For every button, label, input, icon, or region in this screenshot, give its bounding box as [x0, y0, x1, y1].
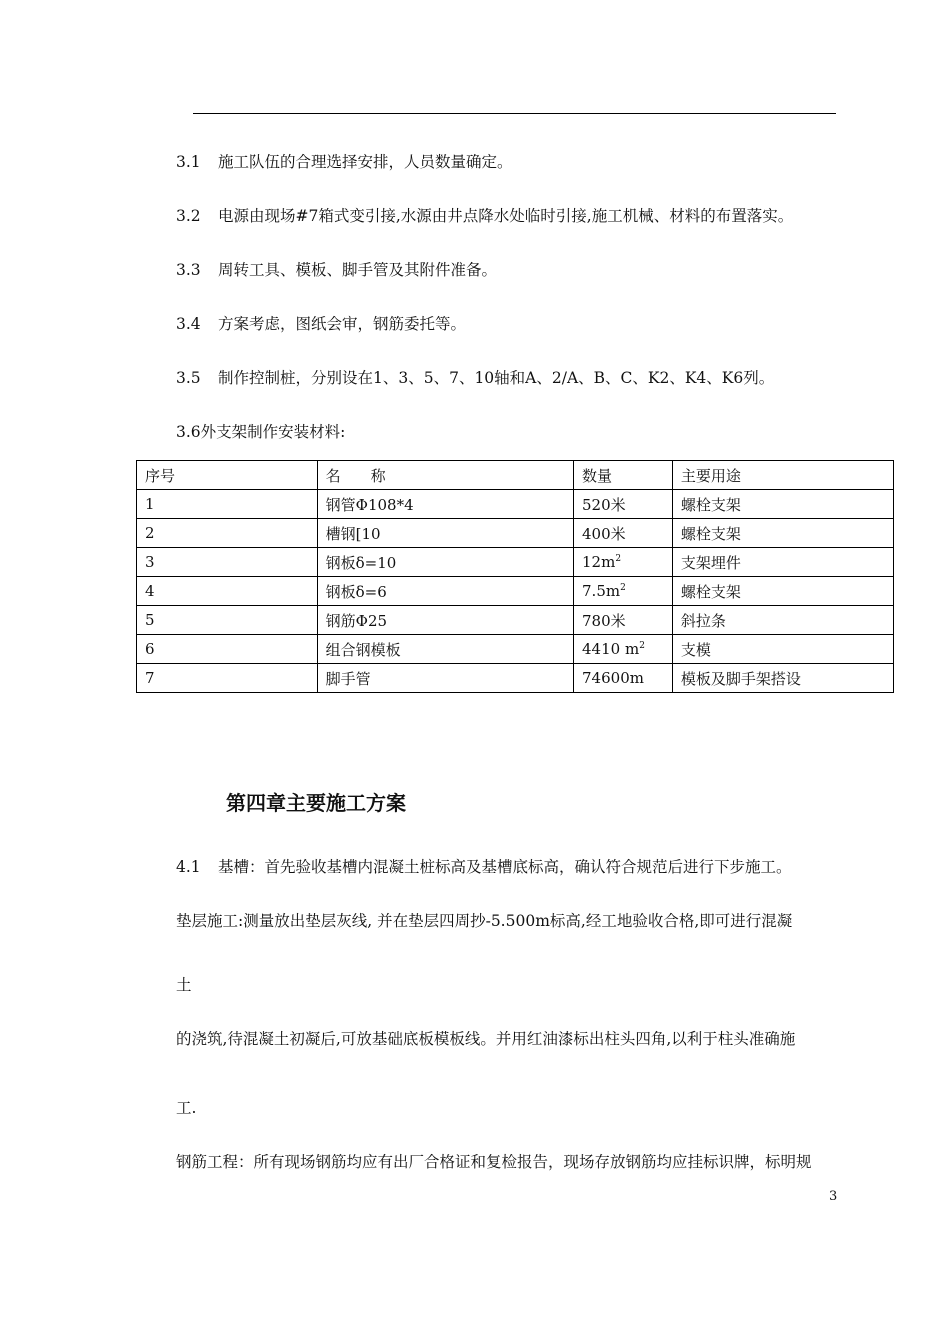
cell-use: 螺栓支架 [672, 577, 893, 606]
cushion-line-2: 土 [176, 976, 192, 994]
item-number: 3.2 [176, 207, 201, 225]
cell-qty [574, 606, 673, 635]
cell-use: 模板及脚手架搭设 [672, 664, 893, 693]
item-number: 3.4 [176, 315, 201, 333]
qty-value: 7.5m [582, 582, 621, 600]
qty-value: 74600m [582, 669, 644, 687]
qty-exponent: 2 [620, 583, 626, 593]
cell-qty [574, 577, 673, 606]
item-text: 基槽：首先验收基槽内混凝土桩标高及基槽底标高，确认符合规范后进行下步施工。 [218, 858, 792, 876]
cell-qty [574, 519, 673, 548]
cell-no: 4 [137, 577, 318, 606]
cell-use: 斜拉条 [672, 606, 893, 635]
cell-qty [574, 490, 673, 519]
qty-value: 400米 [582, 524, 626, 543]
cell-qty [574, 548, 673, 577]
header-rule [193, 113, 836, 114]
cell-qty [574, 664, 673, 693]
cell-name: 脚手管 [317, 664, 573, 693]
cell-no: 1 [137, 490, 318, 519]
materials-table [136, 460, 894, 693]
cell-use: 支架埋件 [672, 548, 893, 577]
cell-no: 3 [137, 548, 318, 577]
header-cell: 数量 [574, 461, 673, 490]
qty-value: 520米 [582, 495, 626, 514]
table-row [137, 548, 894, 577]
cell-no: 6 [137, 635, 318, 664]
item-3-2 [176, 206, 793, 226]
item-number: 3.3 [176, 261, 201, 279]
page-number: 3 [829, 1189, 838, 1204]
table-row [137, 606, 894, 635]
cell-name: 钢板δ=6 [317, 577, 573, 606]
cushion-line-4: 工. [176, 1099, 197, 1117]
rebar-line-1: 钢筋工程：所有现场钢筋均应有出厂合格证和复检报告，现场存放钢筋均应挂标识牌，标明规 [176, 1153, 812, 1171]
cell-no: 5 [137, 606, 318, 635]
table-row [137, 519, 894, 548]
cell-use: 螺栓支架 [672, 519, 893, 548]
cell-name: 钢板δ=10 [317, 548, 573, 577]
cell-name: 钢筋Φ25 [317, 606, 573, 635]
item-3-1 [176, 152, 513, 172]
item-3-4 [176, 314, 466, 334]
header-cell: 序号 [137, 461, 318, 490]
chapter-title: 第四章主要施工方案 [226, 791, 406, 815]
item-text: 电源由现场#7箱式变引接,水源由井点降水处临时引接,施工机械、材料的布置落实。 [218, 207, 794, 225]
header-cell: 主要用途 [672, 461, 893, 490]
qty-exponent: 2 [615, 554, 622, 564]
table-row [137, 577, 894, 606]
table-row [137, 635, 894, 664]
item-3-3 [176, 260, 497, 280]
qty-value: 12m [582, 553, 616, 571]
cushion-line-3: 的浇筑,待混凝土初凝后,可放基础底板模板线。并用红油漆标出柱头四角,以利于柱头准确施 [176, 1030, 796, 1048]
cell-no: 2 [137, 519, 318, 548]
cell-name: 槽钢[10 [317, 519, 573, 548]
item-number: 3.5 [176, 369, 201, 387]
table-row [137, 664, 894, 693]
cell-name: 钢管Φ108*4 [317, 490, 573, 519]
qty-exponent: 2 [639, 641, 645, 651]
cell-name: 组合钢模板 [317, 635, 573, 664]
qty-value: 4410 m [582, 640, 640, 658]
item-text: 施工队伍的合理选择安排，人员数量确定。 [218, 153, 513, 171]
cell-no: 7 [137, 664, 318, 693]
table-header-row [137, 461, 894, 490]
item-number: 3.1 [176, 153, 201, 171]
cell-use: 螺栓支架 [672, 490, 893, 519]
cell-qty [574, 635, 673, 664]
item-4-1 [176, 857, 792, 877]
cell-use: 支模 [672, 635, 893, 664]
item-text: 周转工具、模板、脚手管及其附件准备。 [218, 261, 498, 279]
item-number: 4.1 [176, 858, 201, 876]
item-text: 制作控制桩，分别设在1、3、5、7、10轴和A、2/A、B、C、K2、K4、K6列。 [218, 369, 775, 387]
table-row [137, 490, 894, 519]
header-cell: 名 称 [317, 461, 573, 490]
table-caption: 3.6外支架制作安装材料: [176, 423, 346, 441]
item-text: 方案考虑，图纸会审，钢筋委托等。 [218, 315, 467, 333]
qty-value: 780米 [582, 611, 626, 630]
item-3-5 [176, 368, 774, 388]
cushion-line-1: 垫层施工:测量放出垫层灰线, 并在垫层四周抄-5.500m标高,经工地验收合格,即可进行混凝 [176, 912, 793, 930]
